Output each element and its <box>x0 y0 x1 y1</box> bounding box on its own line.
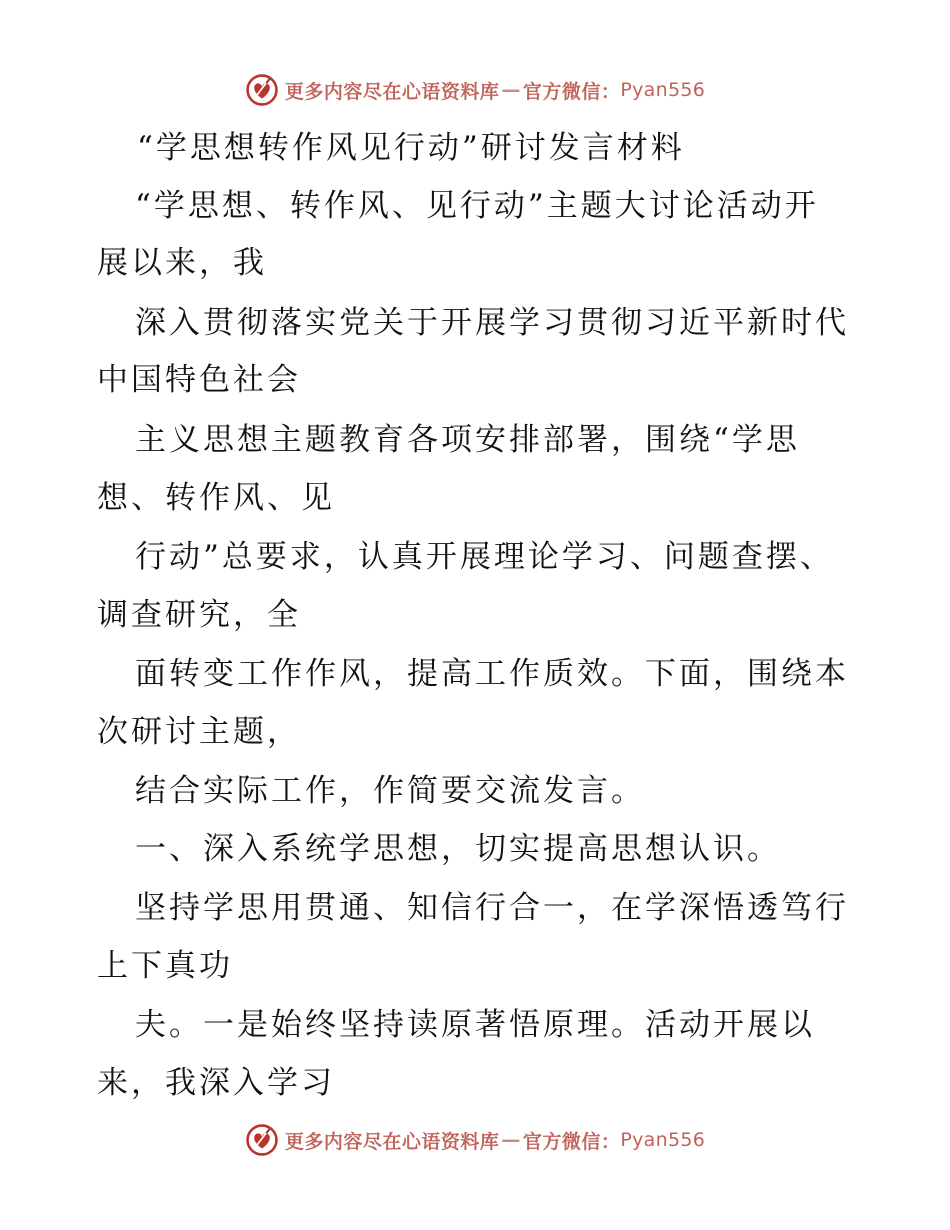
paragraph-line: 结合实际工作，作简要交流发言。 <box>135 773 645 809</box>
paragraph-line: 次研讨主题， <box>97 714 301 750</box>
paragraph-line: 坚持学思用贯通、知信行合一，在学深悟透笃行 <box>135 890 849 926</box>
section-heading: 一、深入系统学思想，切实提高思想认识。 <box>135 831 781 867</box>
wechat-label: 官方微信： <box>522 80 621 103</box>
wechat-label: 官方微信： <box>522 1130 621 1153</box>
paragraph-line: 想、转作风、见 <box>97 480 335 516</box>
document-title: “学思想转作风见行动”研讨发言材料 <box>137 130 685 166</box>
heart-quill-logo-icon <box>245 1123 279 1157</box>
paragraph-line: 深入贯彻落实党关于开展学习贯彻习近平新时代 <box>135 305 849 341</box>
paragraph-line: 行动”总要求，认真开展理论学习、问题查摆、 <box>135 539 834 575</box>
heart-quill-logo-icon <box>245 73 279 107</box>
paragraph-line: 面转变工作作风，提高工作质效。下面，围绕本 <box>135 656 849 692</box>
site-promo-text: 更多内容尽在心语资料库 <box>284 80 500 103</box>
paragraph-line: 主义思想主题教育各项安排部署，围绕“学思 <box>135 422 800 458</box>
paragraph-line: 中国特色社会 <box>97 362 301 398</box>
paragraph-line: 展以来，我 <box>97 245 267 281</box>
site-promo-text: 更多内容尽在心语资料库 <box>284 1130 500 1153</box>
banner-separator: — <box>501 1129 521 1151</box>
wechat-id: Pyan556 <box>620 79 706 101</box>
paragraph-line: 调查研究，全 <box>97 597 301 633</box>
header-watermark-banner <box>0 70 950 110</box>
footer-watermark-banner <box>0 1120 950 1160</box>
banner-separator: — <box>501 79 521 101</box>
paragraph-line: 上下真功 <box>97 948 233 984</box>
paragraph-line: 夫。一是始终坚持读原著悟原理。活动开展以 <box>135 1007 815 1043</box>
paragraph-line: “学思想、转作风、见行动”主题大讨论活动开 <box>135 188 819 224</box>
paragraph-line: 来，我深入学习 <box>97 1065 335 1101</box>
wechat-id: Pyan556 <box>620 1129 706 1151</box>
